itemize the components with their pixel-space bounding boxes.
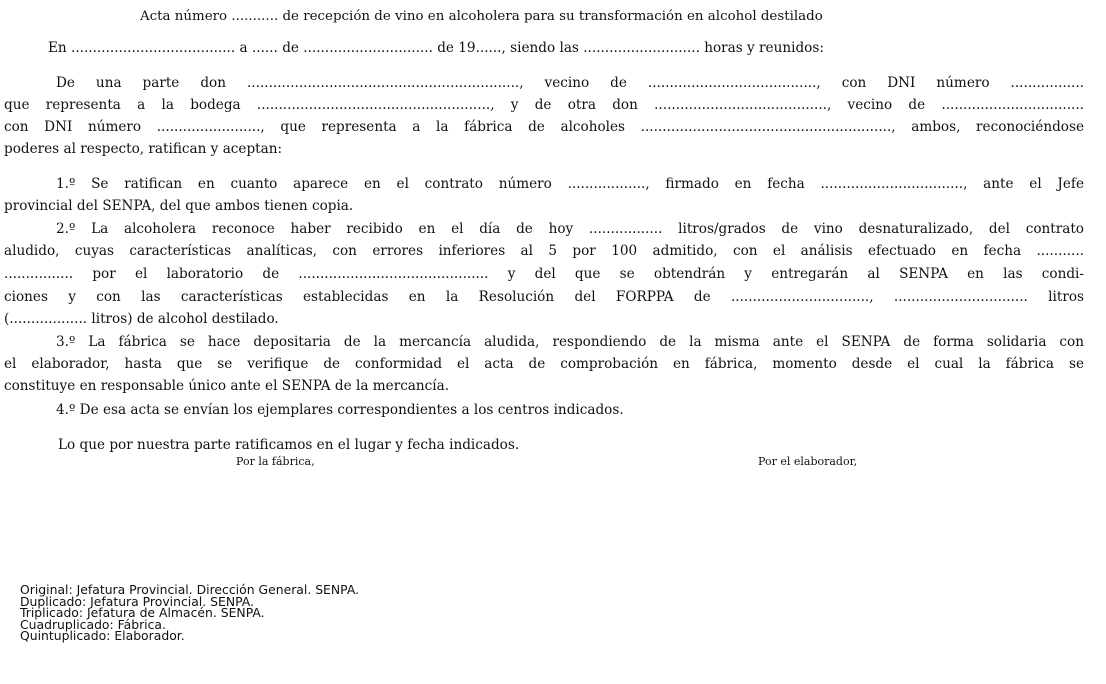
clause-3-line-1: 3.º La fábrica se hace depositaria de la mercancía aludida, respondiendo de la misma ante el SENPA de forma solidaria con [56,334,1084,350]
parties-line-3: con DNI número ........................, que representa a la fábrica de alcoholes .........................................................., ambos, reconociéndose [4,119,1084,135]
clause-2-line-2: aludido, cuyas características analíticas, con errores inferiores al 5 por 100 admitido, con el análisis efectuado en fecha ........... [4,243,1084,259]
signature-producer-label: Por el elaborador, [758,455,858,468]
clause-3-line-2: el elaborador, hasta que se verifique de conformidad el acta de comprobación en fábrica, momento desde el cual la fábrica se [4,356,1084,372]
clause-1-line-2: provincial del SENPA, del que ambos tienen copia. [4,198,354,214]
parties-line-1: De una parte don ..............................................................., vecino de ......................................., con DNI número ................. [56,75,1084,91]
document-title: Acta número ........... de recepción de vino en alcoholera para su transformación en alcohol destilado [140,9,823,24]
clause-2-line-3: ................ por el laboratorio de ............................................ y del que se obtendrán y entregarán al SENPA en las condi- [4,266,1084,282]
parties-line-4: poderes al respecto, ratifican y aceptan: [4,141,283,157]
copy-original: Original: Jefatura Provincial. Dirección General. SENPA. [20,582,360,597]
clause-2-line-5: (.................. litros) de alcohol destilado. [4,311,279,327]
copies-distribution-list [20,584,359,642]
clause-3-line-3: constituye en responsable único ante el SENPA de la mercancía. [4,378,450,394]
opening-line: En ...................................... a ...... de .............................. de 19......, siendo las ........................... horas y reunidos: [48,40,824,56]
parties-line-2: que representa a la bodega ......................................................, y de otra don ........................................, vecino de ................................. [4,97,1084,113]
copy-quadruplicate: Cuadruplicado: Fábrica. [20,616,166,632]
copy-triplicate: Triplicado: Jefatura de Almacén. SENPA. [20,605,265,621]
copy-quintuplicate: Quintuplicado: Elaborador. [20,628,185,644]
clause-2-line-4: ciones y con las características establecidas en la Resolución del FORPPA de ................................, ............................... litros [4,289,1084,305]
copy-duplicate: Duplicado: Jefatura Provincial. SENPA. [20,593,254,609]
signature-factory-label: Por la fábrica, [236,455,315,468]
clause-4: 4.º De esa acta se envían los ejemplares correspondientes a los centros indicados. [56,402,624,418]
closing-statement: Lo que por nuestra parte ratificamos en el lugar y fecha indicados. [58,437,520,453]
clause-1-line-1: 1.º Se ratifican en cuanto aparece en el contrato número .................., firmado en fecha ................................., ante el Jefe [56,176,1084,192]
clause-2-line-1: 2.º La alcoholera reconoce haber recibido en el día de hoy ................. litros/grados de vino desnaturalizado, del contrato [56,221,1084,237]
